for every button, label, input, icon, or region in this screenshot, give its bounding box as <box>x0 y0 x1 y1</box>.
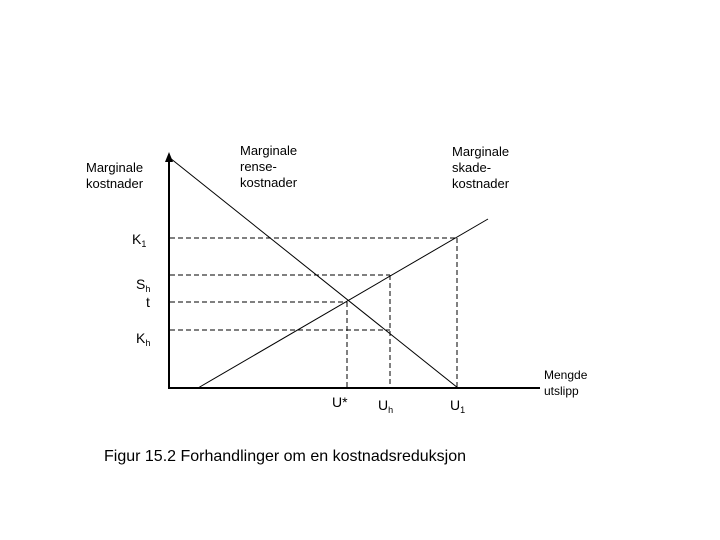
tick-kh-sub: h <box>145 338 151 348</box>
y-axis-label: Marginale kostnader <box>86 160 144 191</box>
tick-u1-main: U <box>450 397 461 413</box>
damage-cost-label: Marginale skade- kostnader <box>452 144 510 191</box>
tick-sh-sub: h <box>145 284 151 294</box>
tick-sh-extra: t <box>146 294 150 310</box>
cleanup-cost-label: Marginale rense- kostnader <box>240 143 298 190</box>
tick-ustar: U* <box>332 394 348 410</box>
x-axis-label: Mengde utslipp <box>544 368 588 398</box>
cleanup-cost-curve <box>170 158 458 388</box>
tick-uh-sub: h <box>388 405 394 415</box>
y-axis-arrow-icon <box>165 152 173 162</box>
tick-k1-main: K <box>132 231 142 247</box>
tick-u1-sub: 1 <box>460 405 466 415</box>
tick-uh-main: U <box>378 397 389 413</box>
tick-sh-main: S <box>136 276 146 292</box>
tick-k1-sub: 1 <box>141 239 147 249</box>
tick-kh-main: K <box>136 330 146 346</box>
figure-caption: Figur 15.2 Forhandlinger om en kostnadsreduksjon <box>104 448 466 465</box>
damage-cost-curve <box>198 219 488 388</box>
